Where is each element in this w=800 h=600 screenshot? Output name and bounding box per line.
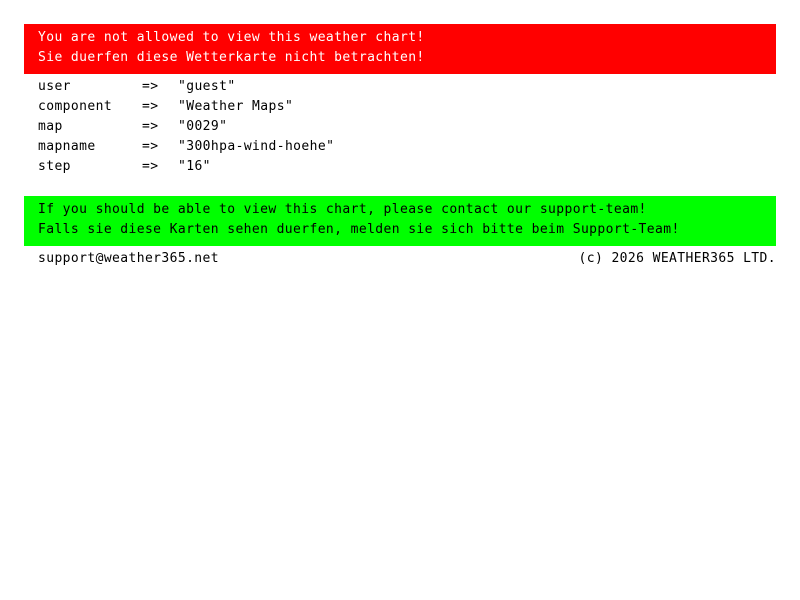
param-arrow: => (142, 119, 159, 134)
param-key-component: component (38, 99, 113, 114)
table-row (38, 80, 334, 100)
param-key-map: map (38, 119, 63, 134)
support-banner-line-en: If you should be able to view this chart, please contact our support-team! (38, 202, 647, 217)
error-banner (24, 24, 776, 74)
table-row (38, 120, 334, 140)
table-row (38, 160, 334, 180)
param-arrow: => (142, 79, 159, 94)
parameter-table (38, 80, 334, 180)
param-arrow: => (142, 139, 159, 154)
copyright-text: (c) 2026 WEATHER365 LTD. (578, 251, 776, 266)
param-key-user: user (38, 79, 71, 94)
param-value-mapname: "300hpa-wind-hoehe" (178, 139, 335, 154)
param-value-component: "Weather Maps" (178, 99, 294, 114)
support-banner (24, 196, 776, 246)
error-banner-line-de: Sie duerfen diese Wetterkarte nicht betrachten! (38, 50, 425, 65)
param-key-step: step (38, 159, 71, 174)
footer (38, 251, 776, 266)
support-banner-line-de: Falls sie diese Karten sehen duerfen, melden sie sich bitte beim Support-Team! (38, 222, 680, 237)
param-arrow: => (142, 159, 159, 174)
table-row (38, 140, 334, 160)
param-value-user: "guest" (178, 79, 236, 94)
error-banner-line-en: You are not allowed to view this weather chart! (38, 30, 425, 45)
support-email-link[interactable]: support@weather365.net (38, 251, 219, 266)
table-row (38, 100, 334, 120)
param-value-step: "16" (178, 159, 211, 174)
param-value-map: "0029" (178, 119, 228, 134)
param-arrow: => (142, 99, 159, 114)
param-key-mapname: mapname (38, 139, 96, 154)
